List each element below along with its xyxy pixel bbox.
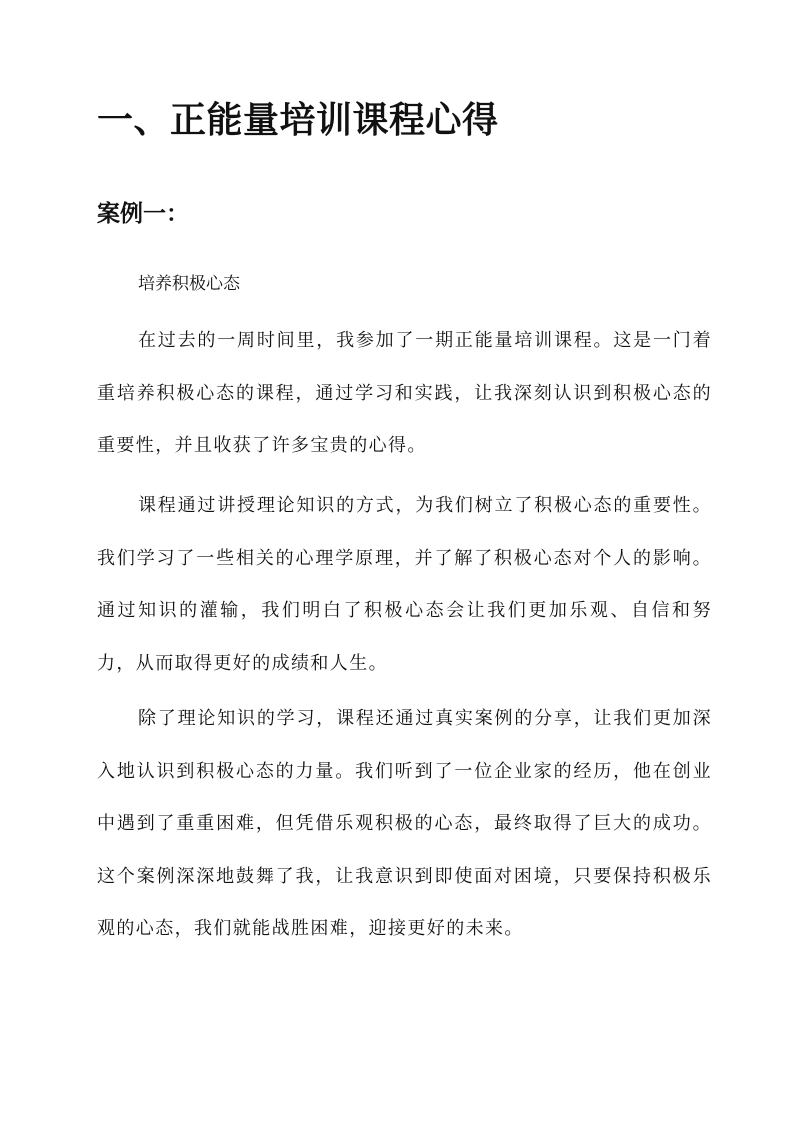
body-paragraph: 在过去的一周时间里，我参加了一期正能量培训课程。这是一门着重培养积极心态的课程，通过学习和实践，让我深刻认识到积极心态的重要性，并且收获了许多宝贵的心得。 bbox=[97, 330, 712, 457]
case-subtitle: 培养积极心态 bbox=[138, 274, 240, 294]
body-paragraph: 课程通过讲授理论知识的方式，为我们树立了积极心态的重要性。我们学习了一些相关的心理学原理，并了解了积极心态对个人的影响。通过知识的灌输，我们明白了积极心态会让我们更加乐观、自信和努力，从而取得更好的成绩和人生。 bbox=[97, 495, 712, 674]
section-heading: 一、正能量培训课程心得 bbox=[97, 99, 499, 141]
case-title: 案例一： bbox=[97, 200, 189, 227]
body-paragraph: 除了理论知识的学习，课程还通过真实案例的分享，让我们更加深入地认识到积极心态的力量。我们听到了一位企业家的经历，他在创业中遇到了重重困难，但凭借乐观积极的心态，最终取得了巨大的成功。这个案例深深地鼓舞了我，让我意识到即使面对困境，只要保持积极乐观的心态，我们就能战胜困难，迎接更好的未来。 bbox=[97, 708, 712, 940]
